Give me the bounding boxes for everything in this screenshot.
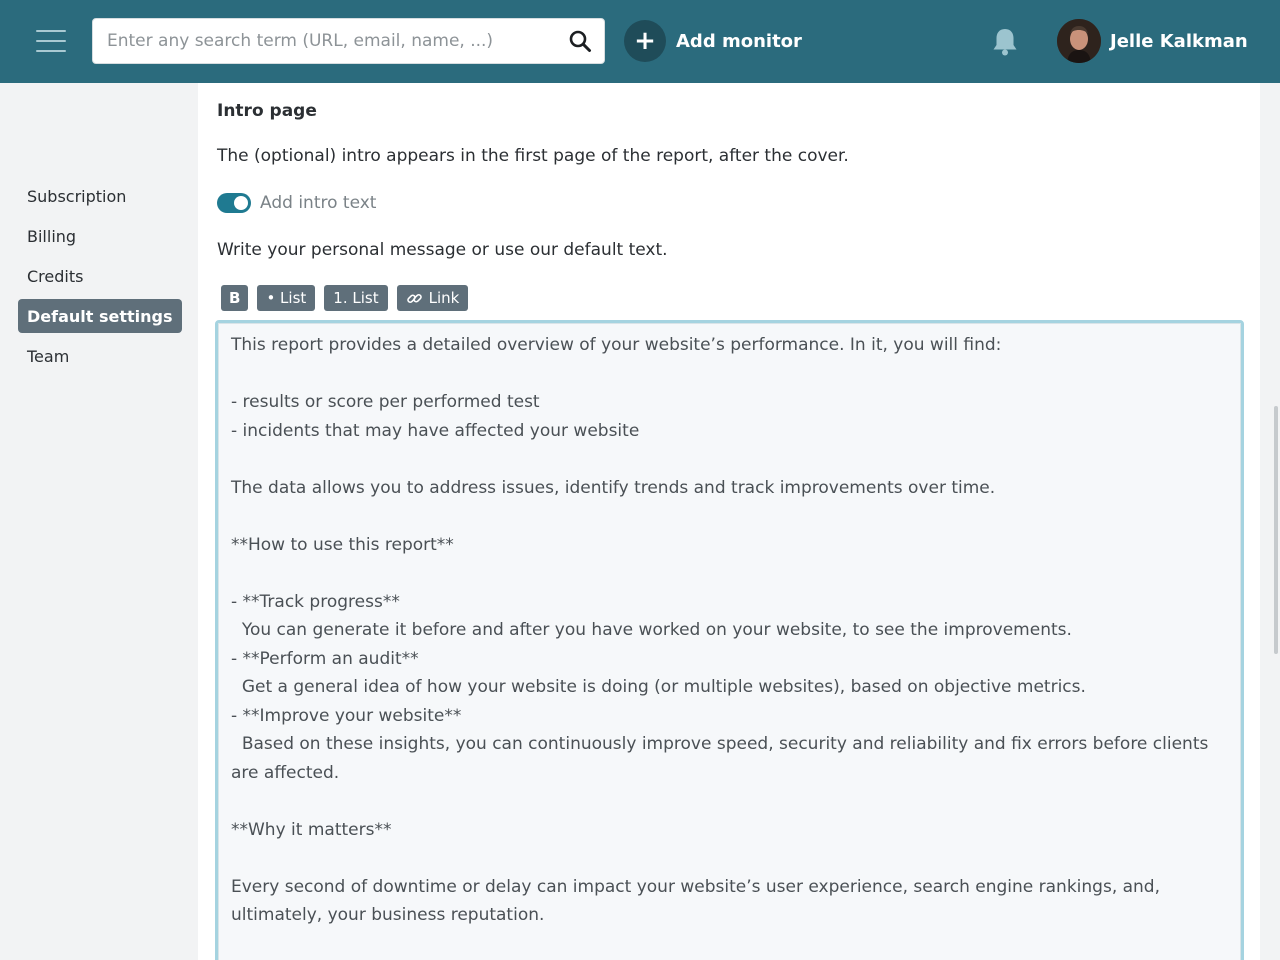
sidebar: [0, 83, 198, 960]
search-icon[interactable]: [568, 29, 592, 53]
editor-content[interactable]: This report provides a detailed overview of your website’s performance. In it, you will find: - results or score per performed test - incidents that may have affected your website The data allows you to address issues, identify trends and track improvements over time. **How to use this report** - **Track progress** You can generate it before and after you have worked on your website, to see the improvements. - **Perform an audit** Get a general idea of how your website is doing (or multiple websites), based on objective metrics. - **Improve your website** Based on these insights, you can continuously improve speed, security and reliability and fix errors before clients are affected. **Why it matters** Every second of downtime or delay can impact your website’s user experience, search engine rankings, and, ultimately, your business reputation.: [231, 335, 1209, 925]
user-menu[interactable]: [1057, 19, 1248, 63]
search-box: [92, 18, 605, 64]
top-bar: [0, 0, 1280, 83]
sidebar-item-billing[interactable]: Billing: [27, 226, 77, 246]
link-button-label: Link: [428, 289, 460, 307]
add-monitor-label: Add monitor: [676, 30, 802, 52]
link-button[interactable]: [397, 285, 469, 311]
bold-button[interactable]: B: [221, 285, 248, 311]
toggle-label: Add intro text: [260, 193, 377, 213]
add-monitor-button[interactable]: [624, 19, 802, 63]
toggle-switch[interactable]: [217, 193, 251, 213]
section-description: The (optional) intro appears in the first page of the report, after the cover.: [217, 146, 849, 166]
section-title: Intro page: [217, 101, 317, 121]
bullet-list-button[interactable]: • List: [257, 285, 315, 311]
plus-icon: +: [624, 20, 666, 62]
user-name: Jelle Kalkman: [1110, 30, 1248, 52]
sidebar-item-default-settings[interactable]: Default settings: [18, 299, 182, 333]
editor-instructions: Write your personal message or use our default text.: [217, 240, 668, 260]
search-input[interactable]: [107, 19, 557, 63]
sidebar-item-credits[interactable]: Credits: [27, 266, 84, 286]
menu-icon[interactable]: [36, 28, 66, 54]
avatar: [1057, 19, 1101, 63]
sidebar-item-subscription[interactable]: Subscription: [27, 186, 127, 206]
editor-toolbar: [221, 285, 477, 311]
numbered-list-button[interactable]: 1. List: [324, 285, 387, 311]
bell-icon[interactable]: [991, 26, 1019, 58]
sidebar-item-team[interactable]: Team: [27, 346, 70, 366]
intro-text-editor[interactable]: [215, 320, 1244, 960]
link-icon: [406, 290, 423, 307]
scrollbar[interactable]: [1274, 406, 1278, 654]
intro-text-toggle[interactable]: [217, 193, 376, 213]
